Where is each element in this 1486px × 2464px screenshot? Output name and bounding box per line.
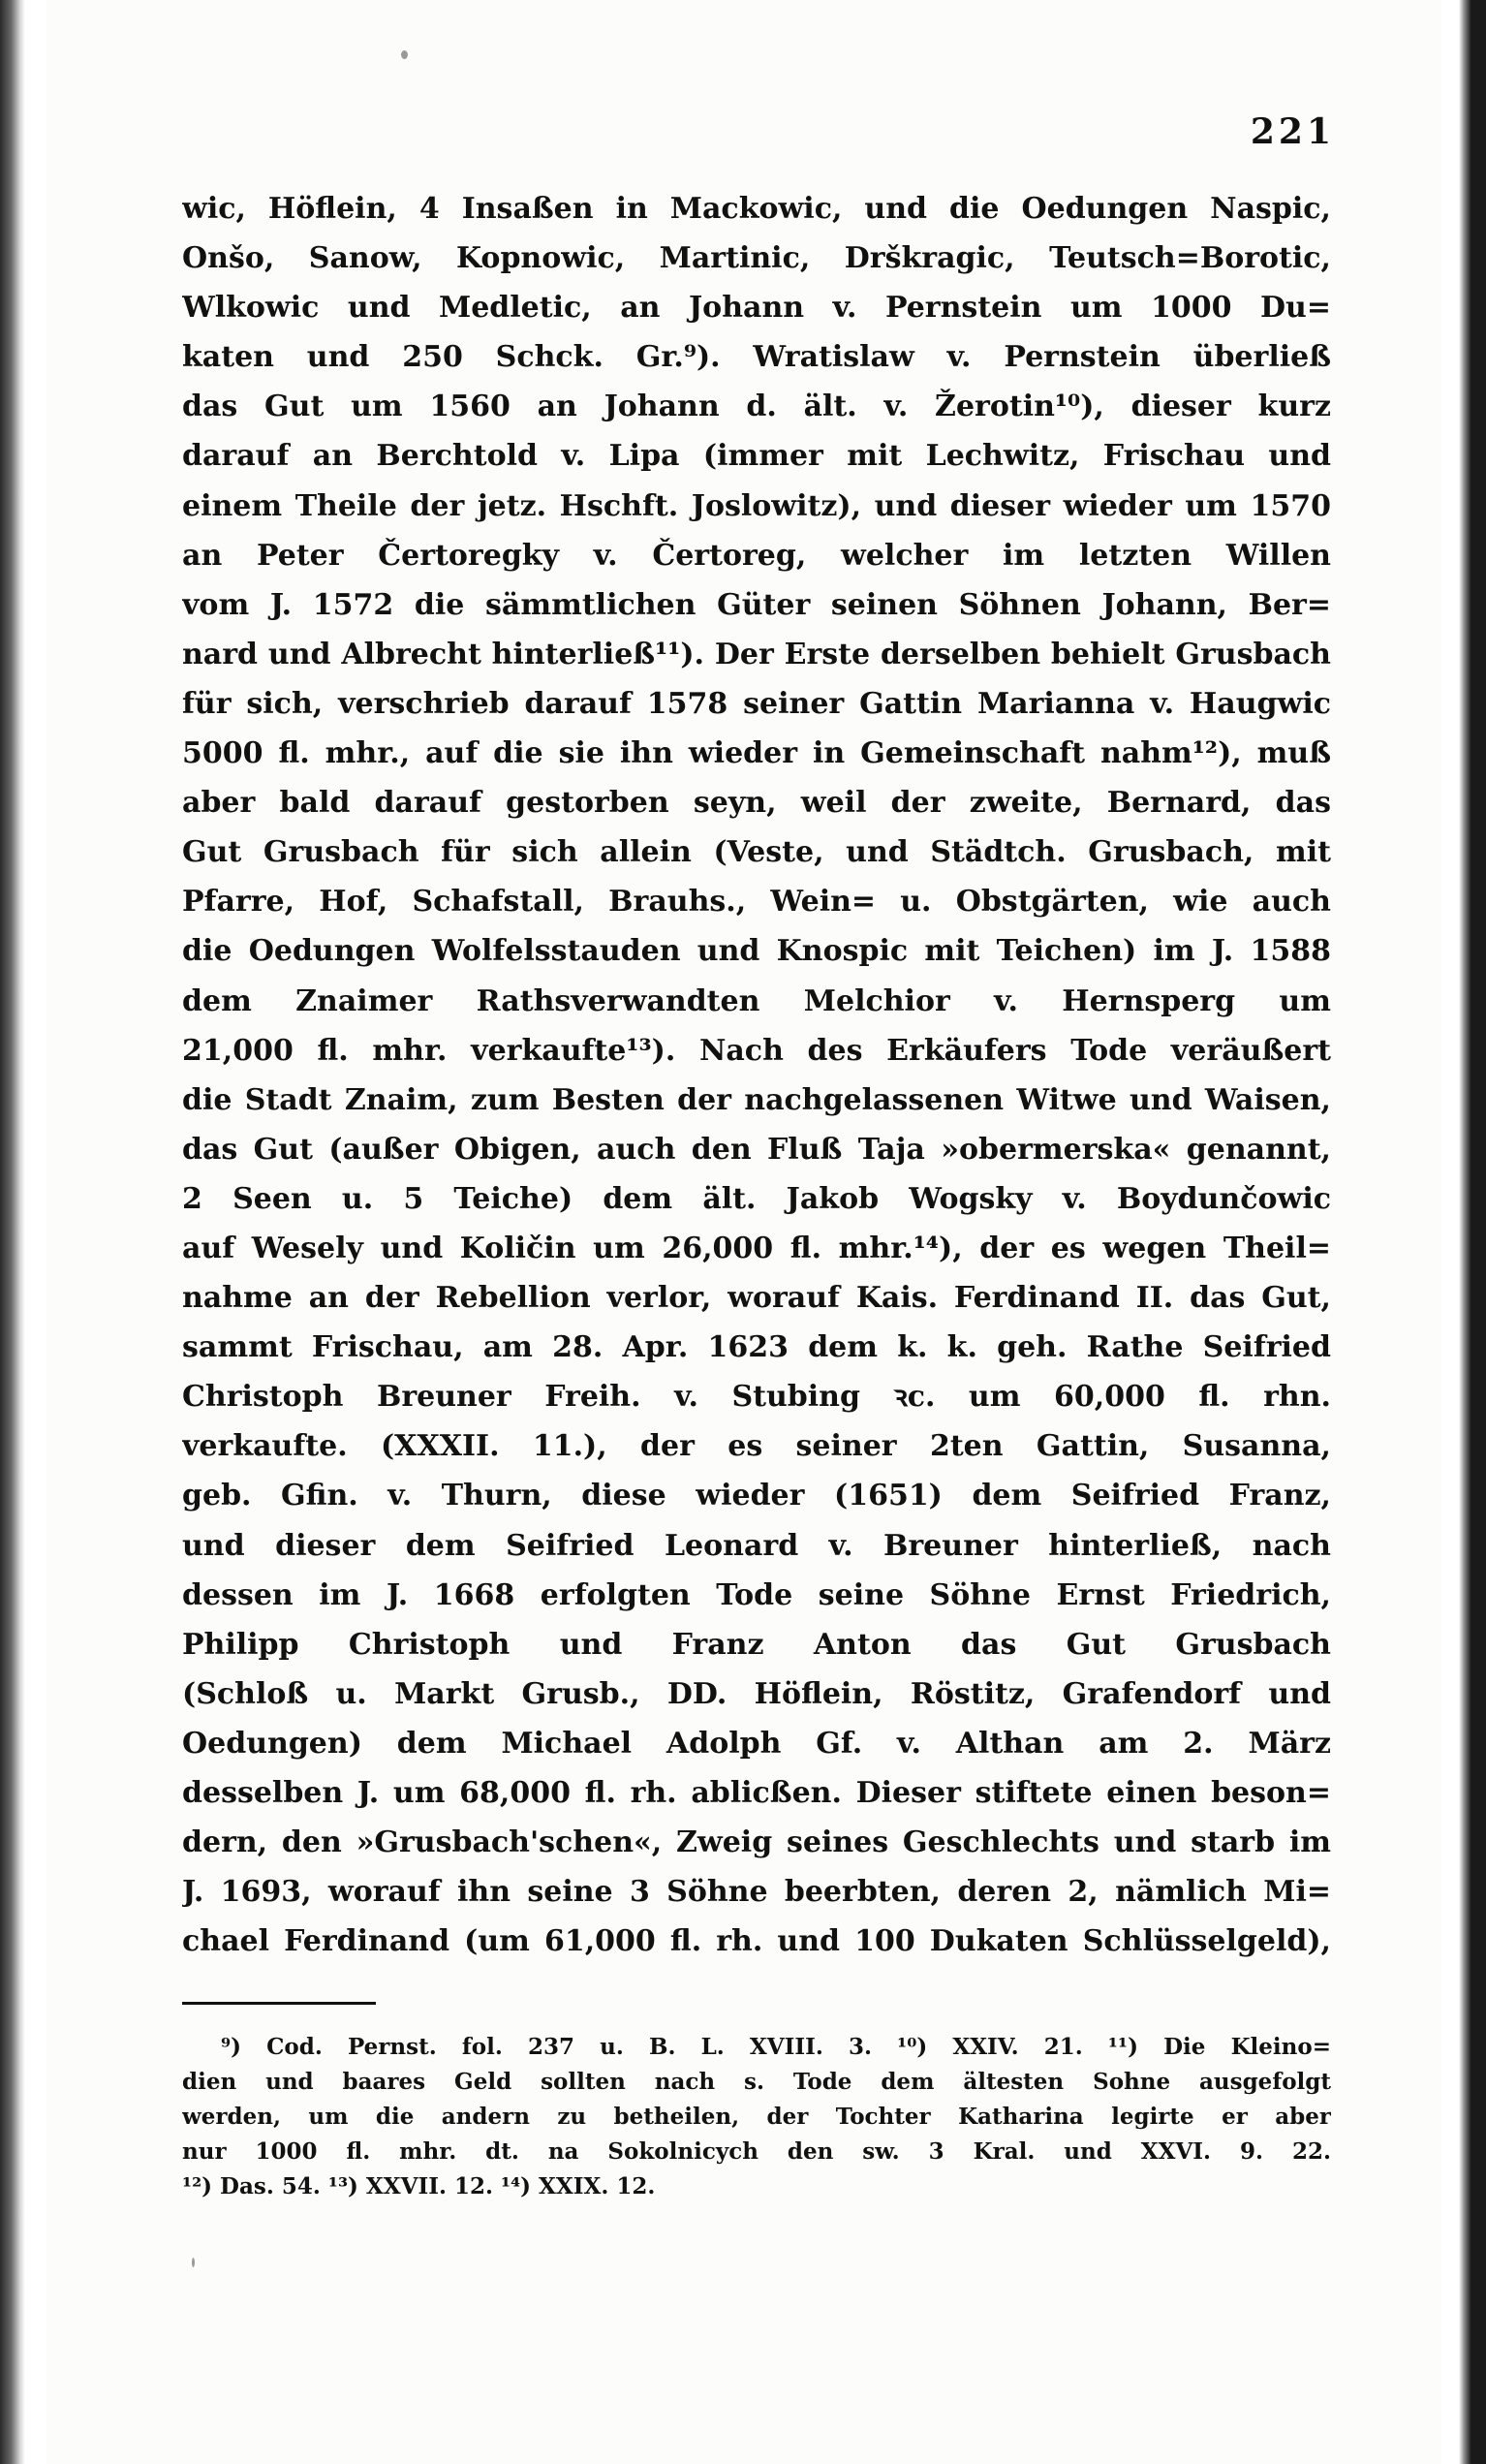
footnotes bbox=[182, 2030, 1331, 2204]
body-text bbox=[182, 184, 1331, 1966]
text-line: das Gut (außer Obigen, auch den Fluß Taja »obermerska« genannt, bbox=[182, 1132, 1331, 1167]
text-line: Philipp Christoph und Franz Anton das Gut Grusbach bbox=[182, 1627, 1331, 1662]
footnote-divider bbox=[182, 2002, 376, 2005]
text-line: desselben J. um 68,000 fl. rh. ablicßen. Dieser stiftete einen beson= bbox=[182, 1776, 1331, 1810]
text-line: Wlkowic und Medletic, an Johann v. Pernstein um 1000 Du= bbox=[182, 291, 1331, 326]
text-line: (Schloß u. Markt Grusb., DD. Höflein, Röstitz, Grafendorf und bbox=[182, 1676, 1331, 1711]
text-line: auf Wesely und Količin um 26,000 fl. mhr.¹⁴), der es wegen Theil= bbox=[182, 1231, 1331, 1265]
text-line: 5000 fl. mhr., auf die sie ihn wieder in Gemeinschaft nahm¹²), muß bbox=[182, 736, 1331, 771]
text-line: vom J. 1572 die sämmtlichen Güter seinen Söhnen Johann, Ber= bbox=[182, 587, 1331, 622]
text-line: sammt Frischau, am 28. Apr. 1623 dem k. k. geh. Rathe Seifried bbox=[182, 1330, 1331, 1365]
text-line: 2 Seen u. 5 Teiche) dem ält. Jakob Wogsky v. Boydunčowic bbox=[182, 1181, 1331, 1216]
text-line: 21,000 fl. mhr. verkaufte¹³). Nach des Erkäufers Tode veräußert bbox=[182, 1033, 1331, 1068]
text-line: nard und Albrecht hinterließ¹¹). Der Erste derselben behielt Grusbach bbox=[182, 637, 1331, 671]
text-line: für sich, verschrieb darauf 1578 seiner Gattin Marianna v. Haugwic bbox=[182, 686, 1331, 721]
text-line: J. 1693, worauf ihn seine 3 Söhne beerbten, deren 2, nämlich Mi= bbox=[182, 1875, 1331, 1910]
text-line: Pfarre, Hof, Schafstall, Brauhs., Wein= u. Obstgärten, wie auch bbox=[182, 885, 1331, 920]
text-line: chael Ferdinand (um 61,000 fl. rh. und 100 Dukaten Schlüsselgeld), bbox=[182, 1924, 1331, 1959]
footnote-line: werden, um die andern zu betheilen, der Tochter Katharina legirte er aber bbox=[182, 2104, 1331, 2130]
text-line: nahme an der Rebellion verlor, worauf Kais. Ferdinand II. das Gut, bbox=[182, 1281, 1331, 1316]
book-page bbox=[46, 0, 1441, 2464]
text-line: die Oedungen Wolfelsstauden und Knospic mit Teichen) im J. 1588 bbox=[182, 934, 1331, 969]
text-line: an Peter Čertoregky v. Čertoreg, welcher im letzten Willen bbox=[182, 538, 1331, 573]
scan-edge-right bbox=[1459, 0, 1486, 2464]
text-line: Gut Grusbach für sich allein (Veste, und Städtch. Grusbach, mit bbox=[182, 835, 1331, 870]
page-number: 221 bbox=[1250, 111, 1335, 152]
text-line: das Gut um 1560 an Johann d. ält. v. Žerotin¹⁰), dieser kurz bbox=[182, 390, 1331, 424]
scan-speck bbox=[192, 2258, 195, 2267]
text-line: Oedungen) dem Michael Adolph Gf. v. Althan am 2. März bbox=[182, 1726, 1331, 1761]
text-line: einem Theile der jetz. Hschft. Joslowitz), und dieser wieder um 1570 bbox=[182, 488, 1331, 523]
footnote-line: ¹²) Das. 54. ¹³) XXVII. 12. ¹⁴) XXIX. 12. bbox=[182, 2173, 656, 2199]
footnote-line: ⁹) Cod. Pernst. fol. 237 u. B. L. XVIII. 3. ¹⁰) XXIV. 21. ¹¹) Die Kleino= bbox=[221, 2034, 1331, 2060]
scan-edge-left bbox=[0, 0, 25, 2464]
text-line: geb. Gfin. v. Thurn, diese wieder (1651) dem Seifried Franz, bbox=[182, 1479, 1331, 1513]
footnote-line: nur 1000 fl. mhr. dt. na Sokolnicych den sw. 3 Kral. und XXVI. 9. 22. bbox=[182, 2138, 1331, 2165]
text-line: die Stadt Znaim, zum Besten der nachgelassenen Witwe und Waisen, bbox=[182, 1082, 1331, 1117]
footnote-line: dien und baares Geld sollten nach s. Tode dem ältesten Sohne ausgefolgt bbox=[182, 2069, 1331, 2095]
text-line: dern, den »Grusbach'schen«, Zweig seines Geschlechts und starb im bbox=[182, 1825, 1331, 1860]
text-line: katen und 250 Schck. Gr.⁹). Wratislaw v. Pernstein überließ bbox=[182, 340, 1331, 375]
scan-speck bbox=[401, 50, 408, 59]
text-line: und dieser dem Seifried Leonard v. Breuner hinterließ, nach bbox=[182, 1528, 1331, 1563]
text-line: Onšo, Sanow, Kopnowic, Martinic, Drškragic, Teutsch=Borotic, bbox=[182, 241, 1331, 276]
text-line: verkaufte. (XXXII. 11.), der es seiner 2ten Gattin, Susanna, bbox=[182, 1429, 1331, 1464]
text-line: dessen im J. 1668 erfolgten Tode seine Söhne Ernst Friedrich, bbox=[182, 1577, 1331, 1612]
text-line: aber bald darauf gestorben seyn, weil der zweite, Bernard, das bbox=[182, 786, 1331, 821]
text-line: darauf an Berchtold v. Lipa (immer mit Lechwitz, Frischau und bbox=[182, 439, 1331, 474]
text-line: wic, Höflein, 4 Insaßen in Mackowic, und die Oedungen Naspic, bbox=[182, 192, 1331, 226]
text-line: Christoph Breuner Freih. v. Stubing ꝛc. um 60,000 fl. rhn. bbox=[182, 1380, 1331, 1415]
text-line: dem Znaimer Rathsverwandten Melchior v. Hernsperg um bbox=[182, 983, 1331, 1018]
